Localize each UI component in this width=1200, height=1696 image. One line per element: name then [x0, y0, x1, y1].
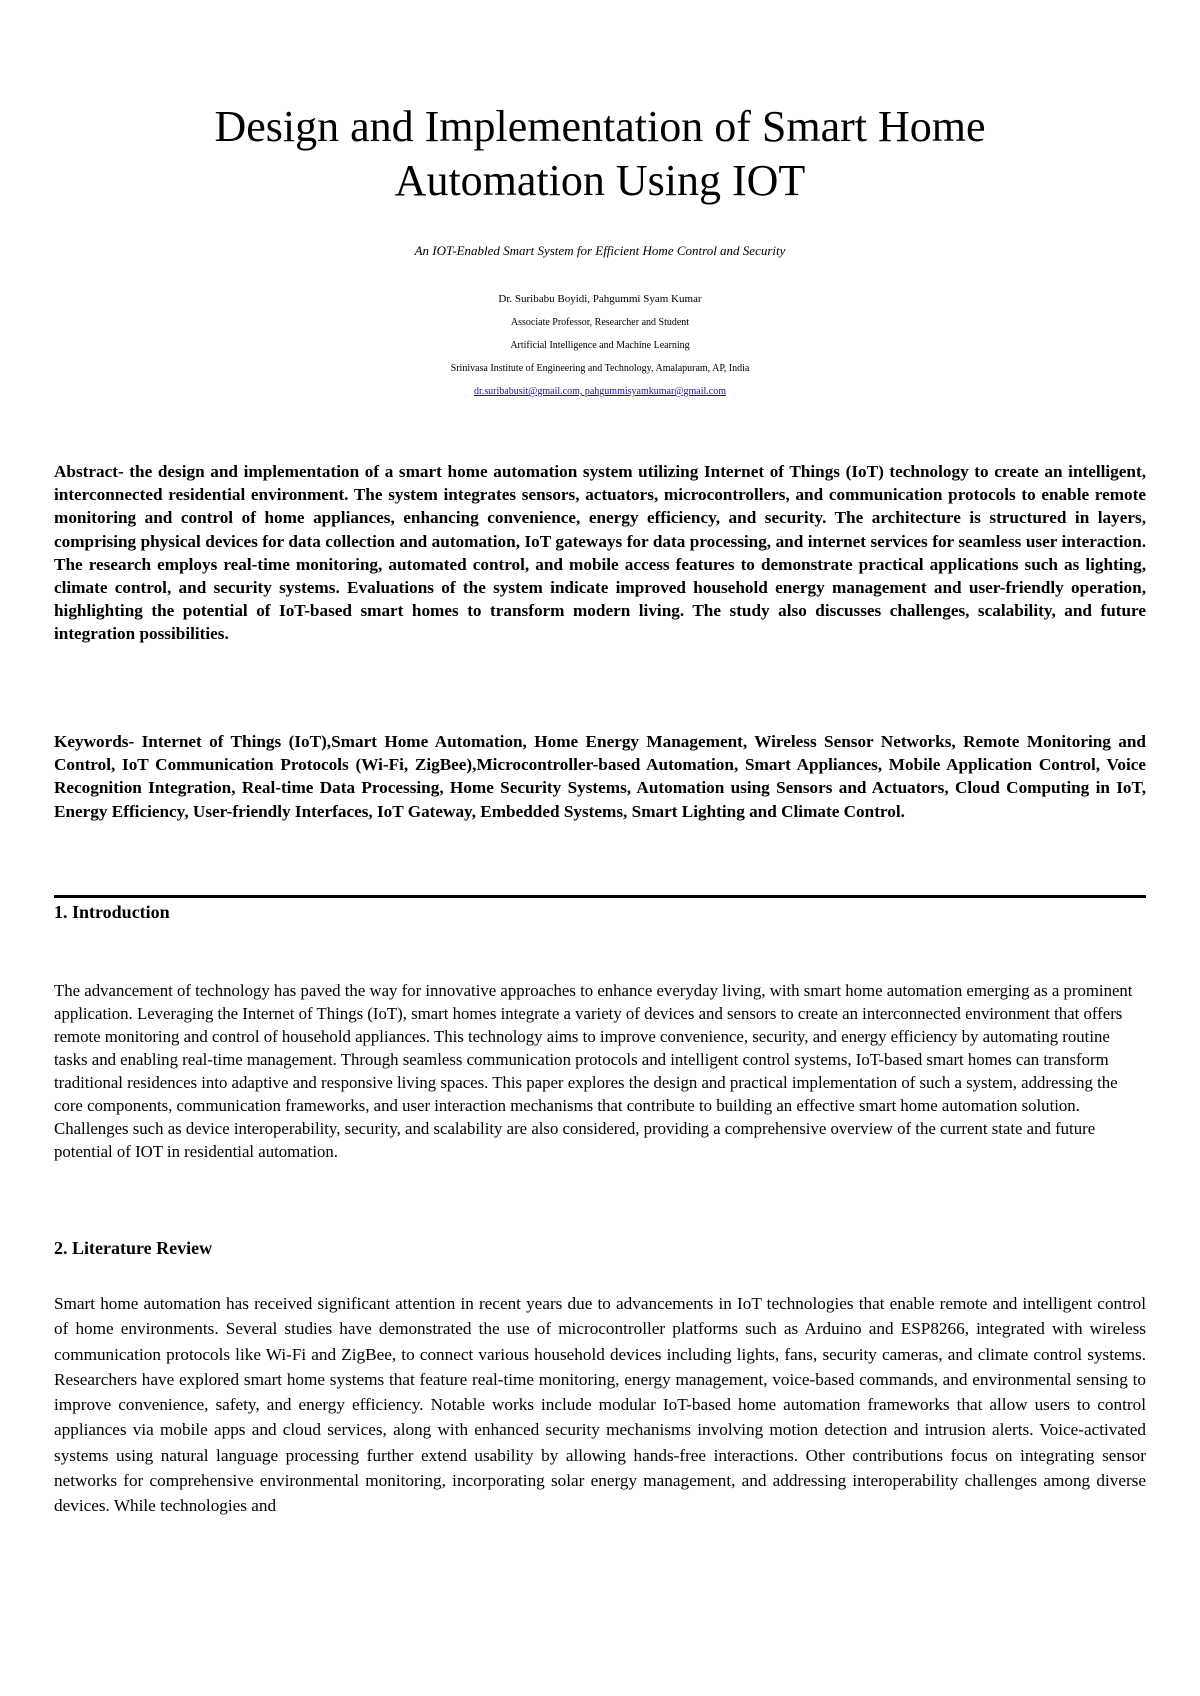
author-institution: Srinivasa Institute of Engineering and Technology, Amalapuram, AP, India: [450, 363, 750, 374]
author-roles: Associate Professor, Researcher and Student: [510, 317, 690, 328]
author-department: Artificial Intelligence and Machine Learning: [510, 340, 690, 351]
abstract-paragraph: Abstract- the design and implementation of a smart home automation system utilizing Internet of Things (IoT) technology to create an intelligent, interconnected residential environment. The system integrates sensors, actuators, microcontrollers, and communication protocols to enable remote monitoring and control of home appliances, enhancing convenience, energy efficiency, and security. The architecture is structured in layers, comprising physical devices for data collection and automation, IoT gateways for data processing, and internet services for seamless user interaction. The research employs real-time monitoring, automated control, and mobile access features to demonstrate practical applications such as lighting, climate control, and security systems. Evaluations of the system indicate improved household energy management and user-friendly operation, highlighting the potential of IoT-based smart homes to transform modern living. The study also discusses challenges, scalability, and future integration possibilities.: [54, 462, 1146, 644]
paper-subtitle: An IOT-Enabled Smart System for Efficient Home Control and Security: [414, 243, 786, 258]
section-heading-literature-review: 2. Literature Review: [54, 1238, 213, 1258]
title-line-1: Design and Implementation of Smart Home: [214, 102, 986, 151]
author-emails-link[interactable]: dr.suribabusit@gmail.com, pahgummisyamkumar@gmail.com: [474, 386, 726, 397]
author-block: [0, 288, 1200, 403]
author-names: Dr. Suribabu Boyidi, Pahgummi Syam Kumar: [498, 293, 702, 305]
introduction-paragraph: The advancement of technology has paved the way for innovative approaches to enhance everyday living, with smart home automation emerging as a prominent application. Leveraging the Internet of Things (IoT), smart homes integrate a variety of devices and sensors to create an interconnected environment that offers remote monitoring and control of household appliances. This technology aims to improve convenience, security, and energy efficiency by automating routine tasks and enabling real-time management. Through seamless communication protocols and intelligent control systems, IoT-based smart homes can transform traditional residences into adaptive and responsive living spaces. This paper explores the design and practical implementation of such a system, addressing the core components, communication frameworks, and user interaction mechanisms that contribute to building an effective smart home automation solution. Challenges such as device interoperability, security, and scalability are also considered, providing a comprehensive overview of the current state and future potential of IOT in residential automation.: [54, 981, 1133, 1161]
title-line-2: Automation Using IOT: [394, 156, 806, 205]
title-block: [0, 100, 1200, 208]
paper-title: [0, 100, 1200, 208]
section-heading-introduction: 1. Introduction: [54, 902, 170, 922]
section-divider: [54, 895, 1146, 898]
keywords-paragraph: Keywords- Internet of Things (IoT),Smart Home Automation, Home Energy Management, Wireless Sensor Networks, Remote Monitoring and Control, IoT Communication Protocols (Wi-Fi, ZigBee),Microcontroller-based Automation, Smart Appliances, Mobile Application Control, Voice Recognition Integration, Real-time Data Processing, Home Security Systems, Automation using Sensors and Actuators, Cloud Computing in IoT, Energy Efficiency, User-friendly Interfaces, IoT Gateway, Embedded Systems, Smart Lighting and Climate Control.: [54, 732, 1146, 821]
literature-review-paragraph: Smart home automation has received significant attention in recent years due to advancements in IoT technologies that enable remote and intelligent control of home environments. Several studies have demonstrated the use of microcontroller platforms such as Arduino and ESP8266, integrated with wireless communication protocols like Wi-Fi and ZigBee, to connect various household devices including lights, fans, security cameras, and climate control systems. Researchers have explored smart home systems that feature real-time monitoring, energy management, voice-based commands, and environmental sensing to improve convenience, safety, and energy efficiency. Notable works include modular IoT-based home automation frameworks that allow users to control appliances via mobile apps and cloud services, along with enhanced security mechanisms involving motion detection and intrusion alerts. Voice-activated systems using natural language processing further extend usability by allowing hands-free interactions. Other contributions focus on integrating sensor networks for comprehensive environmental monitoring, incorporating solar energy management, and addressing interoperability challenges among diverse devices. While technologies and: [54, 1294, 1146, 1516]
